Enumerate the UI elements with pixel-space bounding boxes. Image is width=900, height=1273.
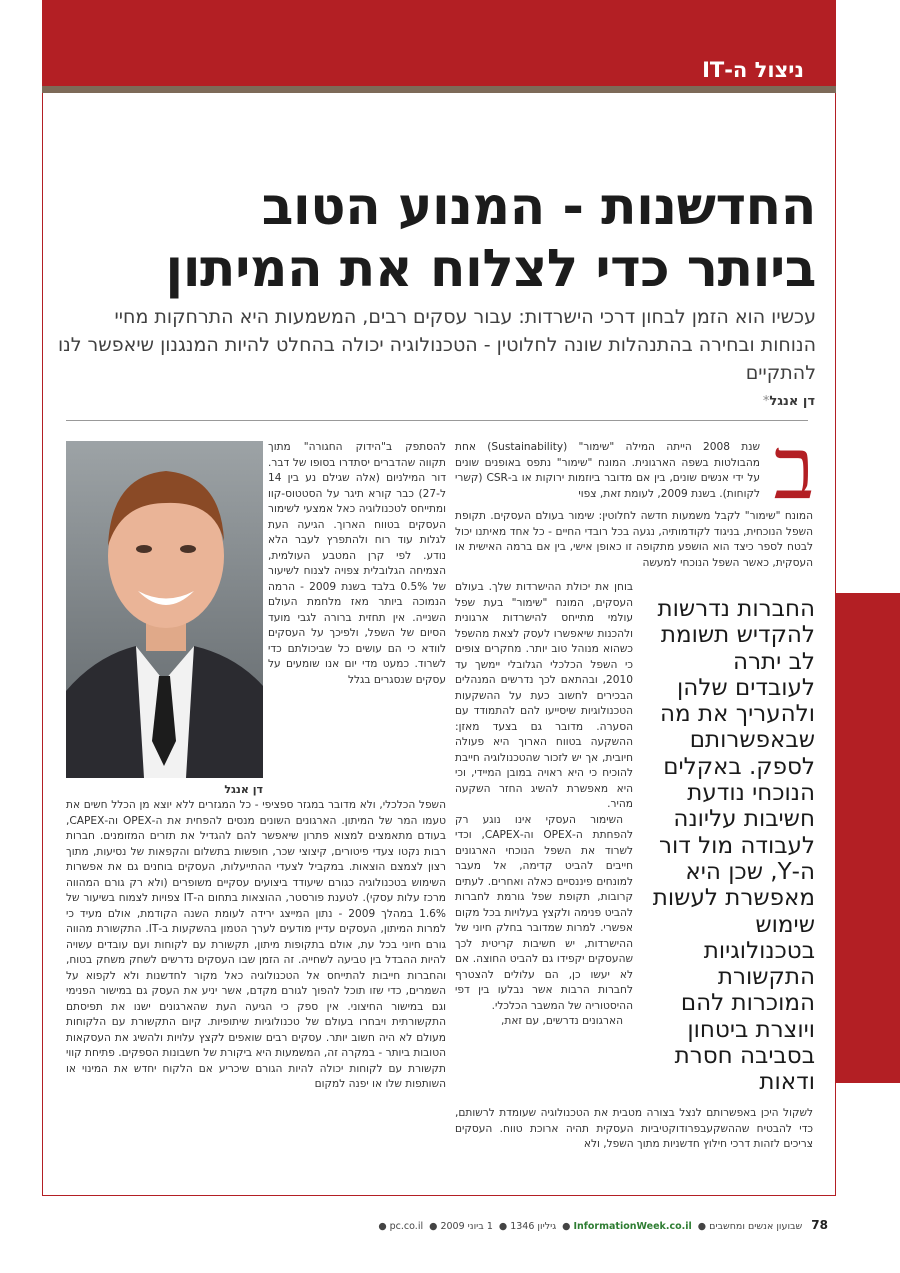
byline-divider bbox=[66, 420, 808, 421]
body-paragraph: בוחן את יכולת ההישרדות שלך. בעולם העסקים, המונח "שימור" בעת שפל עולמי מתייחס להישרדות ארגונית ולהכנות שיאפשרו לעסק לצאת מהשפל כשהוא מנוהל טוב יותר. מחקרים צופים כי השפל הכלכלי הגלובלי יימשך עד 2010, ובהתאם לכך נדרשים המנהלים הבכירים לחשוב כעת על ההשקעות הטכנולוגיות שיסייעו להם להתמודד עם הסערה. מדובר גם בצעד מאזן: ההשקעה בטווח הארוך היא פעולה חיובית, אך יש לזכור שהטכנולוגיה חייבת להוכיח כי היא ראויה במובן המיידי, וכי היא מאפשרת להשיג החזר השקעה מהיר. bbox=[455, 581, 633, 810]
footer-url: pc.co.il bbox=[389, 1221, 424, 1232]
body-column-right-wide: המונח "שימור" לקבל משמעות חדשה לחלוטין: שימור בעולם העסקים. תקופת השפל הנוכחית, בניגוד לקודמותיה, נגעה בכל רובדי החיים - כל אחד מאיתנו יכול לבטח לספר כיצד הוא הושפע מתקופה זו כאופן אישי, בין אם ברמה האישית או העסקית, כאשר השפל הנוכחי למעשה bbox=[455, 510, 813, 569]
section-label: ניצול ה-IT bbox=[702, 58, 804, 82]
drop-cap-letter: ב bbox=[773, 436, 815, 506]
byline-name: דן אנגל bbox=[769, 394, 815, 409]
headline bbox=[56, 176, 816, 300]
footer-date: 1 ביוני 2009 bbox=[440, 1221, 493, 1232]
pull-quote: החברות נדרשות להקדיש תשומת לב יתרה לעובדים שלהן ולהעריך את מה שבאפשרותם לספק. באקלים הנוכחי נודעת חשיבות עליונה לעבודה מול דור ה-Y, שכן היא מאפשרת לעשות שימוש בטכנולוגיות התקשורת המוכרות להם ויוצרת ביטחון בסביבה חסרת ודאות bbox=[652, 596, 815, 1096]
body-paragraph: הארגונים נדרשים, עם זאת, bbox=[501, 1015, 623, 1027]
frame-bottom-border bbox=[42, 1195, 836, 1196]
body-column-left-bottom: השפל הכלכלי, ולא מדובר במגזר ספציפי - כל המגזרים ללא יוצא מן הכלל חשים את טעמו המר של המיתון. הארגונים השונים מנסים להפחית את ה-OPEX וה-CAPEX, בעודם מתאמצים למצוא פתרון שיאפשר להם להגדיל את תזרים המזומנים. חברות רבות נקטו צעדי פיטורים, קיצוצי שכר, חופשות בתשלום והקפאות של נסיעות, מתוך רצון לצמצם הוצאות. במקביל לצעדי ההתייעלות, העסקים בוחנים גם את אפשרות השימוש בטכנולוגיה כגורם שיעודד ביצועים עסקיים משופרים (ולא רק גורם המהווה מרכז עלות עסקי). לטענת פורסטר, ההוצאות בתחום ה-IT צפויות לצמוח בשיעור של 1.6% במהלך 2009 - נתון המייצג ירידה לעומת השנה הקודמת, אולם מעיד כי למרות המיתון, העסקים עדיין מודעים לערך הטמון בהשקעות ב-IT. התקשורת מהווה גורם חיוני בכל עת, אולם בתקופות מיתון, תקשורת עם לקוחות ועם עובדים עשויה להיות ההבדל בין טביעה לשחייה. זה הזמן שבו העסקים נדרשים לשחק משחק בטוח, והחברות חייבות להתייחס אל הטכנולוגיה כאל מקור לחדשנות ולא לקפוא על השמרים, כדי שזו תוכל להפוך לגורם מקדם, אשר יניע את העסק גם במישור הפנימי וגם במישור החיצוני. אין ספק כי הגיעה העת שהארגונים ישנו את תפיסתם התקשורתית ויבחרו בעולם של טכנולוגיות שיתופיות. קיום התקשורת עם הלקוחות מעולם לא היה חשוב יותר. עסקים רבים שואפים לקצץ עלויות ולהשיג את העסקאות הטובות ביותר - במקרה זה, המשמעות היא ביקורת של חשבונות הספקים. פתיחת קווי תקשורת עם לקוחות יכולה להיות הגורם שיכריע אם הלקוח יחדש את המינוי או השותפות שלו או יפנה למקום bbox=[66, 799, 446, 1090]
body-paragraph: השימור העסקי אינו נוגע רק להפחתת ה-OPEX וה-CAPEX, וכדי לשרוד את השפל הנוכחי הארגונים חייבים להביט קדימה, אל מעבר למונחים פיננסיים כאלה ואחרים. לעתים קרובות, תקופת שפל גורמת לחברות להביט פנימה ולקצץ בעלויות בכל מקום אפשרי. למרות שמדובר בחלק חיוני של ההישרדות, יש חשיבות קריטית לכך שהעסקים יקפידו גם להביט החוצה. אם לא יעשו כן, הם עלולים להצטרף לחברות הרבות אשר נבלעו בין דפי ההיסטוריה של המשבר הכלכלי. bbox=[455, 813, 634, 1012]
byline bbox=[759, 394, 815, 409]
deck-subtitle: עכשיו הוא הזמן לבחון דרכי הישרדות: עבור עסקים רבים, המשמעות היא התרחקות מחיי הנוחות ובחירה בהתנהלות שונה לחלוטין - הטכנולוגיה יכולה בהחלט להיות המנגנון שיאפשר לנו להתקיים bbox=[57, 306, 816, 384]
header-rule bbox=[42, 86, 836, 93]
body-column-right-bottom: לשקול היכן באפשרותם לנצל בצורה מטבית את הטכנולוגיה שעומדת לרשותם, כדי להבטיח שההשקעבפרודוקטיביות העסקית תהיה ארוכת טווח. העסקים צריכים לזהות דרכי חילוץ חדשניות מתוך השפל, ולא bbox=[455, 1107, 813, 1150]
body-column-middle bbox=[455, 580, 633, 1030]
headline-line-1: החדשנות - המנוע הטוב bbox=[261, 177, 816, 237]
headline-line-2: ביותר כדי לצלוח את המיתון bbox=[165, 239, 816, 299]
footer-site: InformationWeek.co.il bbox=[573, 1221, 692, 1232]
photo-caption: דן אנגל bbox=[224, 783, 263, 796]
footer-issue: גיליון 1346 bbox=[510, 1221, 557, 1232]
byline-mark: * bbox=[762, 394, 770, 409]
frame-left-border bbox=[42, 93, 43, 1195]
author-photo bbox=[66, 441, 263, 778]
side-color-tab bbox=[836, 593, 900, 1083]
page-number: 78 bbox=[811, 1218, 828, 1232]
footer-publication: שבועון אנשים ומחשבים bbox=[709, 1221, 803, 1232]
body-column-right-top: שנת 2008 הייתה המילה "שימור" (Sustainability) אחת מהבולטות בשפה הארגונית. המונח "שימור" נתפס באופנים שונים על ידי אנשים שונים, בין אם מדובר ביוזמות ירוקות או ב-CSR (קשרי לקוחות). בשנת 2009, לעומת זאת, צפוי bbox=[455, 441, 761, 500]
drop-cap bbox=[765, 436, 815, 506]
page-footer: 78 שבועון אנשים ומחשבים● InformationWeek.co.il● גיליון 1346● 1 ביוני 2009● pc.co.il● bbox=[378, 1218, 828, 1232]
body-column-left-top: להסתפק ב"הידוק החגורה" מתוך תקווה שהדברים יסתדרו בסופו של דבר. דור המילניום (אלה שגילם נע בין 14 ל-27) כבר קורא תיגר על הסטטוס-קוו ומתייחס לטכנולוגיה כאל אמצעי לשימור העסקים בטווח הארוך. הגיעה העת לגלות עוד רוח ולהתפרץ לעבר הלא נודע. לפי קרן המטבע העולמית, הצמיחה הגלובלית צפויה לצנוח לשיעור של 0.5% בלבד בשנת 2009 - הרמה הנמוכה ביותר מאז מלחמת העולם השנייה. אין תחזית ברורה לגבי מועד הסיום של השפל, ולפיכך על העסקים לוודא כי הם עושים כל שביכולתם כדי לשרוד. כמעט מדי יום אנו שומעים על עסקים שנסגרים בגלל bbox=[268, 441, 446, 686]
